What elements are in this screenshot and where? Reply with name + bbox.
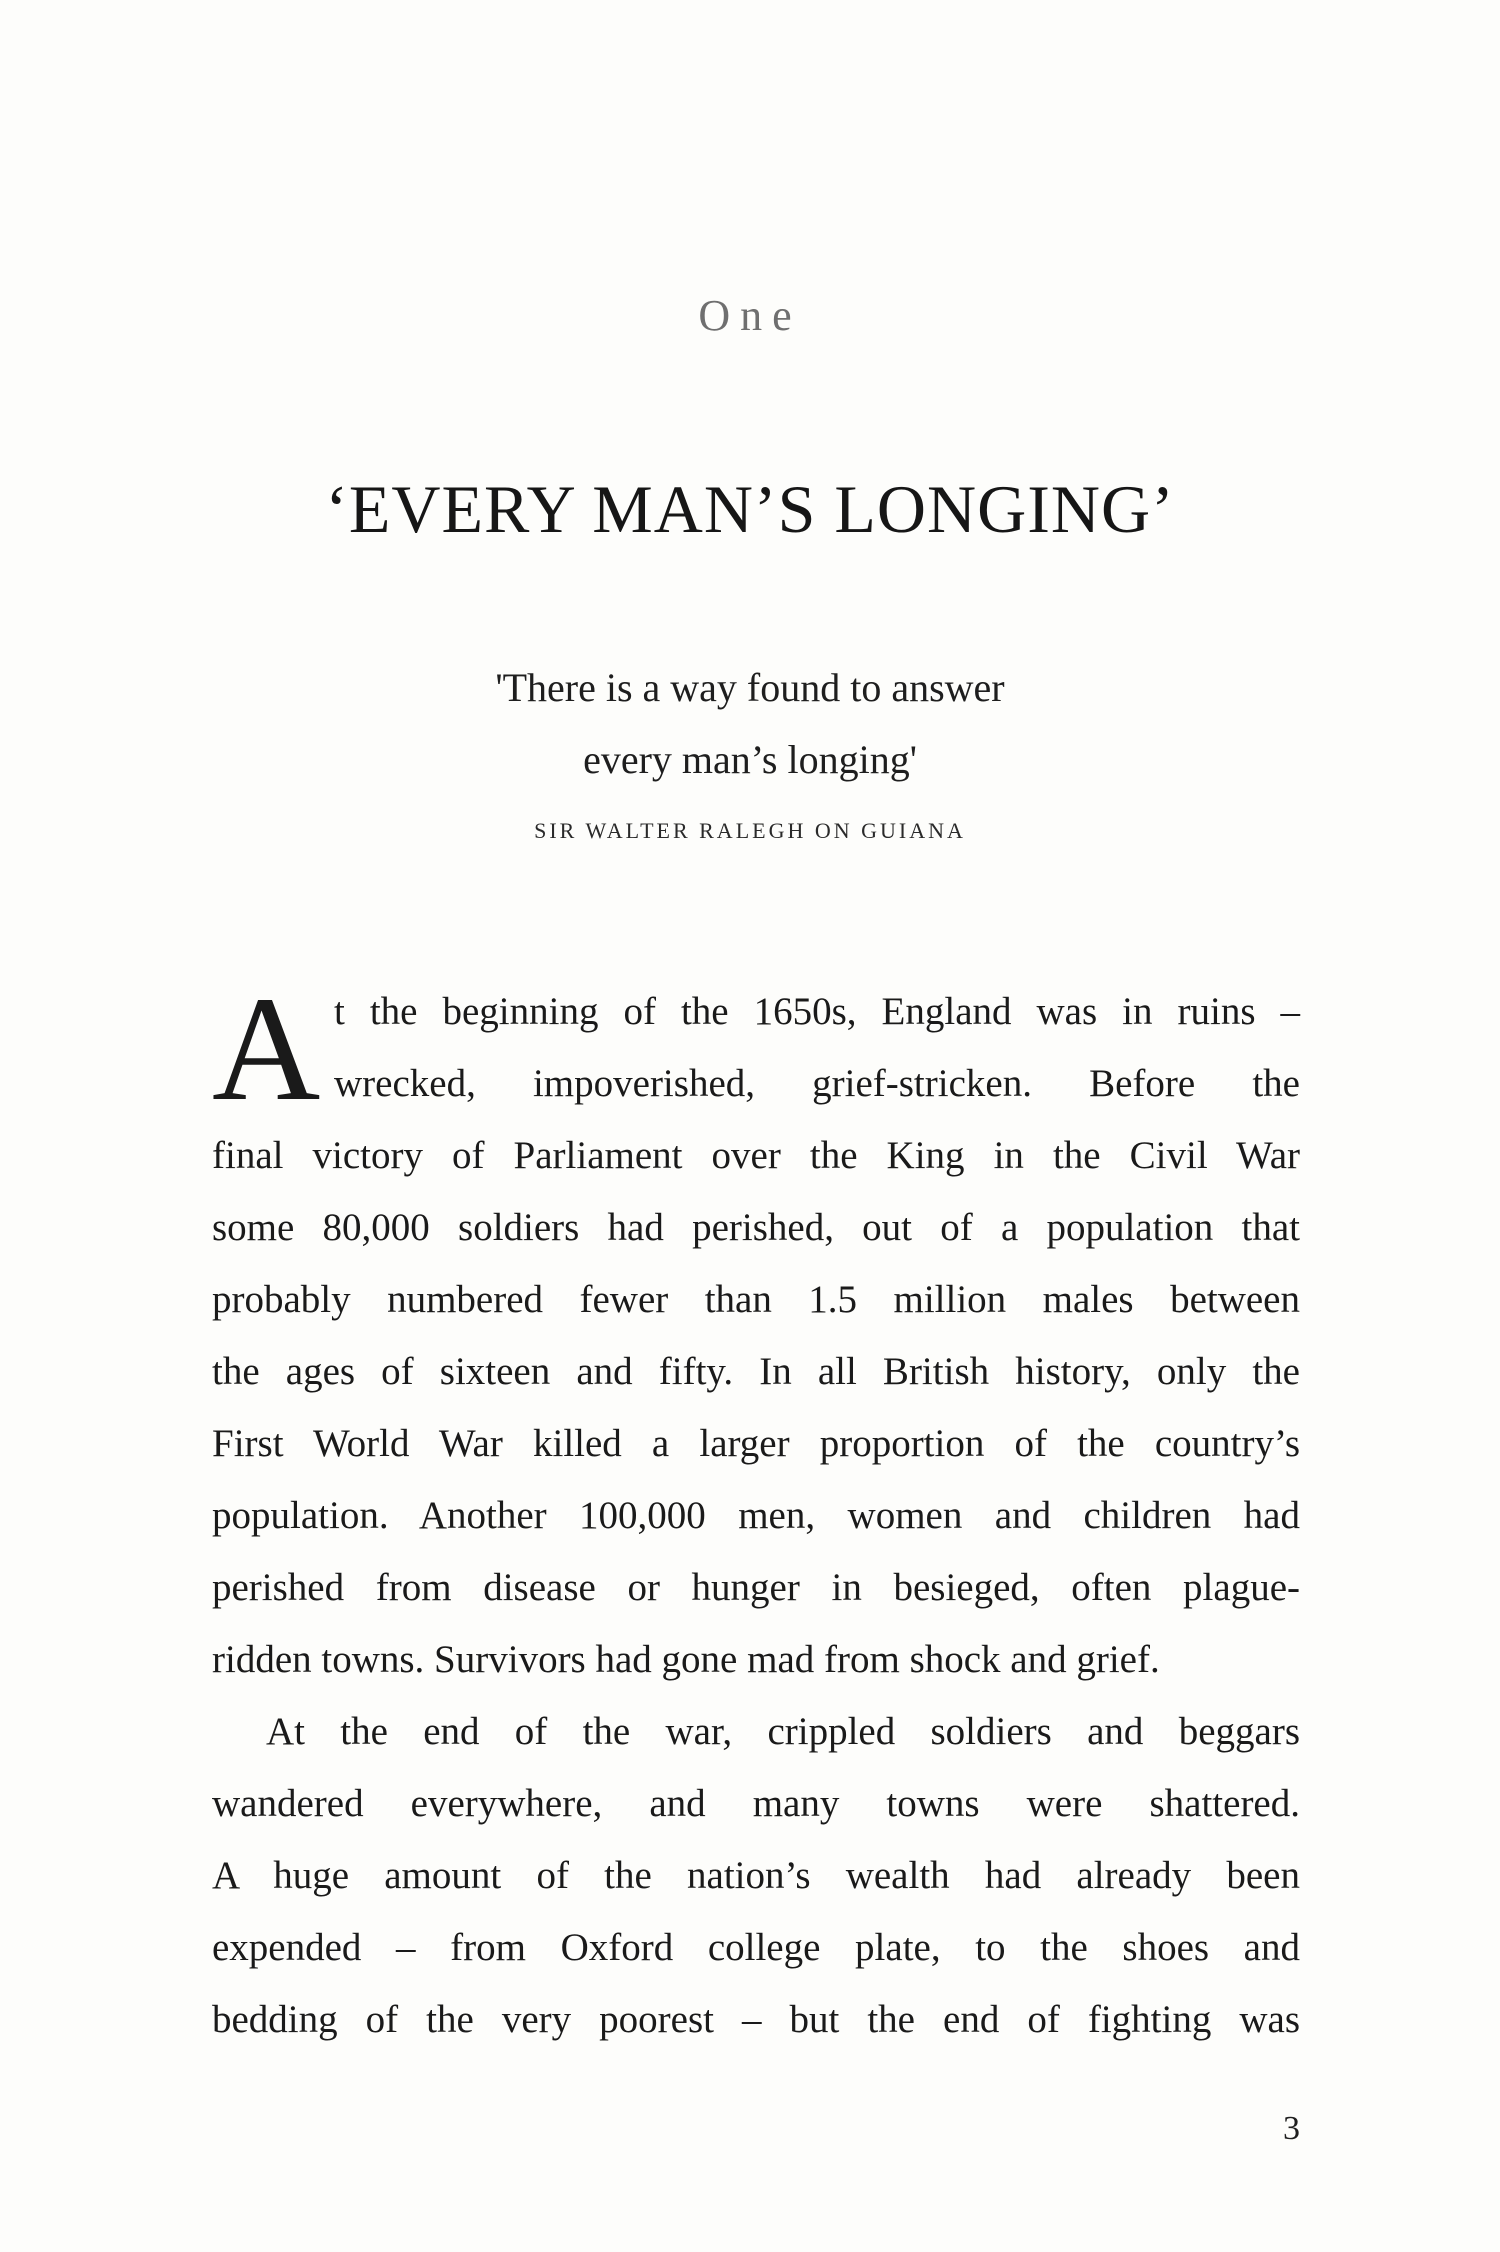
text-line: A huge amount of the nation’s wealth had already been (212, 1854, 1300, 1897)
text-line: bedding of the very poorest – but the end of fighting was (212, 1998, 1300, 2041)
text-line: wandered everywhere, and many towns were shattered. (212, 1782, 1300, 1825)
chapter-title: ‘EVERY MAN’S LONGING’ (325, 471, 1175, 547)
epigraph (0, 652, 1500, 844)
text-line: expended – from Oxford college plate, to the shoes and (212, 1926, 1300, 1969)
text-line: At the end of the war, crippled soldiers and beggars (266, 1710, 1300, 1753)
page-number: 3 (1283, 2110, 1300, 2147)
text-line: probably numbered fewer than 1.5 million males between (212, 1278, 1300, 1321)
text-line: perished from disease or hunger in besieged, often plague- (212, 1566, 1300, 1609)
text-line: final victory of Parliament over the King in the Civil War (212, 1134, 1300, 1177)
epigraph-line: 'There is a way found to answer (495, 665, 1005, 710)
body-text (212, 966, 1300, 2056)
text-line: wrecked, impoverished, grief-stricken. Before the (334, 1062, 1300, 1105)
chapter-number: One (698, 291, 802, 340)
text-line: the ages of sixteen and fifty. In all British history, only the (212, 1350, 1300, 1393)
drop-cap: A (212, 966, 321, 1132)
epigraph-line: every man’s longing' (583, 737, 917, 782)
text-line: t the beginning of the 1650s, England was in ruins – (334, 990, 1300, 1033)
text-line: population. Another 100,000 men, women and children had (212, 1494, 1300, 1537)
text-line: First World War killed a larger proportion of the country’s (212, 1422, 1300, 1465)
text-line: ridden towns. Survivors had gone mad from shock and grief. (212, 1638, 1160, 1681)
text-line: some 80,000 soldiers had perished, out of a population that (212, 1206, 1300, 1249)
epigraph-attribution: SIR WALTER RALEGH ON GUIANA (534, 818, 966, 843)
